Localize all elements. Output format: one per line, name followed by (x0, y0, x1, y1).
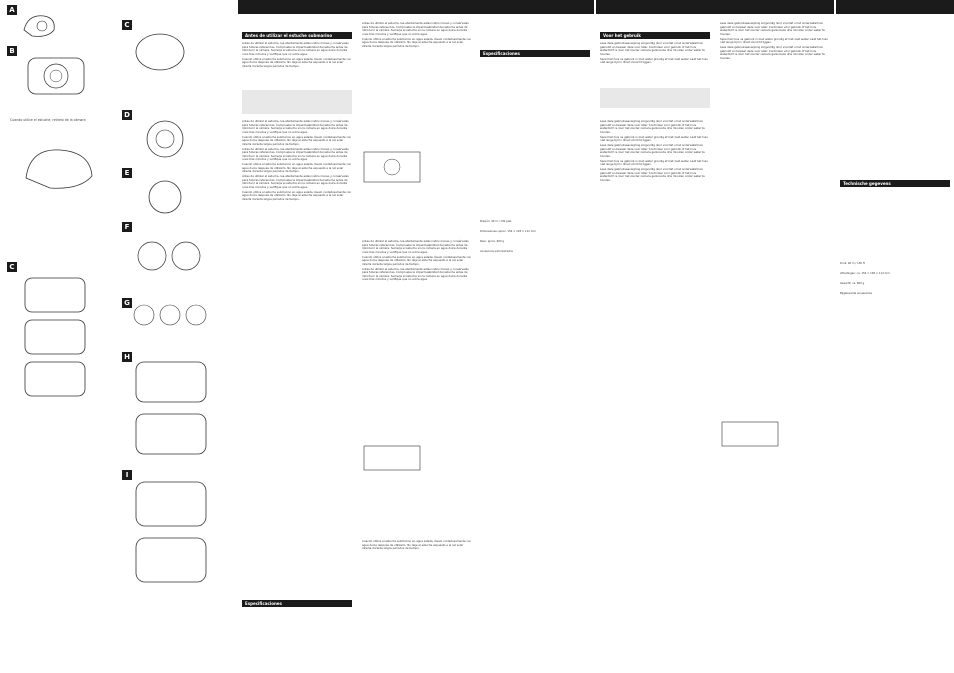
nl-diagram-thumbnail (720, 420, 780, 448)
housing-illustration-h (130, 356, 220, 466)
section-header: Antes de utilizar el estuche submarino (242, 32, 352, 39)
diagram-thumbnail-2 (362, 444, 422, 472)
nl-body-text: Lees deze gebruiksaanwijzing zorgvuldig door voordat u het onderwaterhuis gebruikt en bewaar deze voor later. Controleer voor gebruik of het huis waterdicht is door het zonder camera gedurende drie minuten onder water te houden. Spoel het huis na gebruik in zout water grondig af met zoet water. Laat het huis niet lange tijd in direct zonlicht liggen. (600, 41, 708, 64)
nl-section-header: Voor het gebruik (600, 32, 710, 39)
housing-illustration-c2 (130, 22, 190, 82)
body-text-col2c: Cuando utilice el estuche submarino en agua salada, lávelo cuidadosamente con agua dulce después de utilizarlo. No deje el estuche expuesto a la luz solar directa durante largos períodos de tiempo. (362, 539, 472, 550)
spec-line-3: Peso: aprox. 600 g (480, 240, 505, 243)
diagram-thumbnail (362, 150, 422, 184)
panel-tag-i: I (122, 470, 132, 480)
housing-illustration-c (15, 272, 105, 402)
body-text: Antes de utilizar el estuche, lea atentamente estas instrucciones y consérvelas para futuras referencias. Compruebe la impermeabilidad del estuche antes de introducir la cámara. Sumerja el estuche sin la cámara en agua dulce durante unos tres minutos y verifique que no entra agua. Cuando utilice el estuche submarino en agua salada, lávelo cuidadosamente con agua dulce después de utilizarlo. No deje el estuche expuesto a la luz solar directa durante largos períodos de tiempo. (242, 41, 352, 68)
panel-tag-b: B (7, 46, 17, 56)
dutch-spec-page (836, 0, 954, 673)
header-bar-2 (476, 0, 594, 14)
housing-illustration-g (130, 300, 210, 330)
panel-tag-c: C (7, 262, 17, 272)
housing-illustration-b2 (20, 138, 100, 198)
nl-body-col2: Lees deze gebruiksaanwijzing zorgvuldig door voordat u het onderwaterhuis gebruikt en bewaar deze voor later. Controleer voor gebruik of het huis waterdicht is door het zonder camera gedurende drie minuten onder water te houden. Spoel het huis na gebruik in zout water grondig af met zoet water. Laat het huis niet lange tijd in direct zonlicht liggen. Lees deze gebruiksaanwijzing zorgvuldig door voordat u het onderwaterhuis gebruikt en bewaar deze voor later. Controleer voor gebruik of het huis waterdicht is door het zonder camera gedurende drie minuten onder water te houden. (720, 21, 828, 60)
spanish-spec-page (476, 0, 594, 673)
header-bar (238, 0, 476, 14)
body-text-2: Antes de utilizar el estuche, lea atentamente estas instrucciones y consérvelas para futuras referencias. Compruebe la impermeabilidad del estuche antes de introducir la cámara. Sumerja el estuche sin la cámara en agua dulce durante unos tres minutos y verifique que no entra agua. Cuando utilice el estuche submarino en agua salada, lávelo cuidadosamente con agua dulce después de utilizarlo. No deje el estuche expuesto a la luz solar directa durante largos períodos de tiempo. Antes de utilizar el estuche, lea atentamente estas instrucciones y consérvelas para futuras referencias. Compruebe la impermeabilidad del estuche antes de introducir la cámara. Sumerja el estuche sin la cámara en agua dulce durante unos tres minutos y verifique que no entra agua. Cuando utilice el estuche submarino en agua salada, lávelo cuidadosamente con agua dulce después de utilizarlo. No deje el estuche expuesto a la luz solar directa durante largos períodos de tiempo. Antes de utilizar el estuche, lea atentamente estas instrucciones y consérvelas para futuras referencias. Compruebe la impermeabilidad del estuche antes de introducir la cámara. Sumerja el estuche sin la cámara en agua dulce durante unos tres minutos y verifique que no entra agua. Cuando utilice el estuche submarino en agua salada, lávelo cuidadosamente con agua dulce después de utilizarlo. No deje el estuche expuesto a la luz solar directa durante largos períodos de tiempo. (242, 119, 352, 201)
panel-tag-c2: C (122, 20, 132, 30)
nl-note-box (600, 88, 710, 108)
panel-tag-g: G (122, 298, 132, 308)
spec-header: Especificaciones (242, 600, 352, 607)
figure-page (0, 0, 118, 673)
housing-illustration-a (20, 8, 60, 40)
housing-illustration-b (20, 48, 95, 108)
figure-page-2 (118, 0, 236, 673)
spanish-page (238, 0, 476, 673)
panel-tag-d: D (122, 110, 132, 120)
spec-section: Especificaciones (480, 50, 590, 57)
nl-body-text-2: Lees deze gebruiksaanwijzing zorgvuldig door voordat u het onderwaterhuis gebruikt en bewaar deze voor later. Controleer voor gebruik of het huis waterdicht is door het zonder camera gedurende drie minuten onder water te houden. Spoel het huis na gebruik in zout water grondig af met zoet water. Laat het huis niet lange tijd in direct zonlicht liggen. Lees deze gebruiksaanwijzing zorgvuldig door voordat u het onderwaterhuis gebruikt en bewaar deze voor later. Controleer voor gebruik of het huis waterdicht is door het zonder camera gedurende drie minuten onder water te houden. Spoel het huis na gebruik in zout water grondig af met zoet water. Laat het huis niet lange tijd in direct zonlicht liggen. Lees deze gebruiksaanwijzing zorgvuldig door voordat u het onderwaterhuis gebruikt en bewaar deze voor later. Controleer voor gebruik of het huis waterdicht is door het zonder camera gedurende drie minuten onder water te houden. (600, 119, 708, 182)
housing-illustration-d (130, 114, 200, 164)
note-box (242, 90, 352, 114)
header-bar-3 (596, 0, 834, 14)
figure-caption: Cuando utilice el estuche, retírelo de la cámara (10, 118, 86, 122)
housing-illustration-i (130, 476, 220, 596)
body-text-col2: Antes de utilizar el estuche, lea atentamente estas instrucciones y consérvelas para futuras referencias. Compruebe la impermeabilidad del estuche antes de introducir la cámara. Sumerja el estuche sin la cámara en agua dulce durante unos tres minutos y verifique que no entra agua. Cuando utilice el estuche submarino en agua salada, lávelo cuidadosamente con agua dulce después de utilizarlo. No deje el estuche expuesto a la luz solar directa durante largos períodos de tiempo. (362, 21, 472, 48)
spec-line-2: Dimensiones: aprox. 154 × 128 × 112 mm (480, 230, 536, 233)
panel-tag-f: F (122, 222, 132, 232)
nl-spec-section: Technische gegevens (840, 180, 950, 187)
spec-line-4: Accesorios suministrados (480, 250, 513, 253)
housing-illustration-f (130, 226, 210, 286)
panel-tag-h: H (122, 352, 132, 362)
nl-spec-line-2: Afmetingen: ca. 154 × 128 × 112 mm (840, 272, 890, 275)
nl-spec-line-1: Druk: 40 m / 130 ft (840, 262, 865, 265)
body-text-col2b: Antes de utilizar el estuche, lea atentamente estas instrucciones y consérvelas para futuras referencias. Compruebe la impermeabilidad del estuche antes de introducir la cámara. Sumerja el estuche sin la cámara en agua dulce durante unos tres minutos y verifique que no entra agua. Cuando utilice el estuche submarino en agua salada, lávelo cuidadosamente con agua dulce después de utilizarlo. No deje el estuche expuesto a la luz solar directa durante largos períodos de tiempo. Antes de utilizar el estuche, lea atentamente estas instrucciones y consérvelas para futuras referencias. Compruebe la impermeabilidad del estuche antes de introducir la cámara. Sumerja el estuche sin la cámara en agua dulce durante unos tres minutos y verifique que no entra agua. (362, 239, 472, 281)
nl-spec-line-4: Bijgeleverde accessoires (840, 292, 873, 295)
nl-spec-line-3: Gewicht: ca. 600 g (840, 282, 865, 285)
panel-tag-a: A (7, 5, 17, 15)
dutch-page (596, 0, 834, 673)
header-bar-4 (836, 0, 954, 14)
spec-line-1: Presión: 40 m / 130 pies (480, 220, 512, 223)
housing-illustration-e (130, 172, 200, 222)
panel-tag-e: E (122, 168, 132, 178)
